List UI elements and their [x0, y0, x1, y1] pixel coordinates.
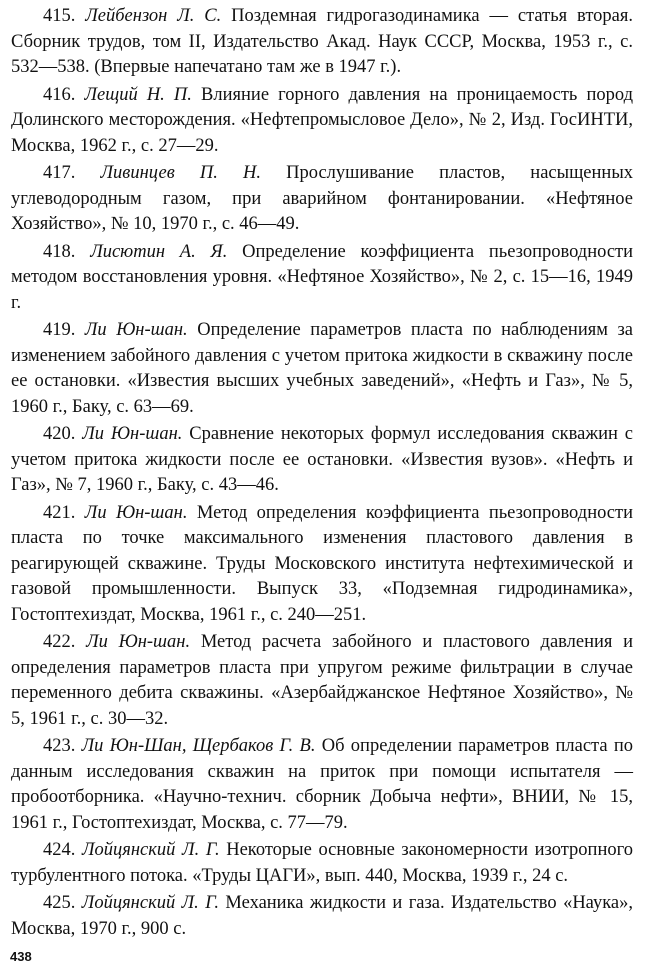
entry-number: 421. — [43, 502, 76, 523]
bibliography-entry-424 — [11, 838, 633, 889]
entry-author: Лисютин А. Я. — [90, 241, 228, 262]
entry-number: 416. — [43, 84, 76, 105]
entry-number: 425. — [43, 893, 76, 913]
entry-author: Ли Юн-шан. — [86, 632, 191, 652]
entry-number: 424. — [43, 840, 76, 860]
bibliography-entry-422 — [11, 630, 633, 732]
entry-text: Некоторые основные закономерности изотропного турбулентного потока. «Труды ЦАГИ», вып. 440, Москва, 1939 г., 24 с. — [11, 840, 633, 886]
entry-author: Ли Юн-шан. — [84, 502, 188, 523]
entry-author: Лойцянский Л. Г. — [82, 840, 220, 860]
entry-text: Определение коэффициента пьезопроводности методом восстановления уровня. «Нефтяное Хозяйство», № 2, с. 15—16, 1949 г. — [11, 241, 634, 313]
bibliography-entry-420 — [11, 422, 633, 499]
entry-author: Ли Юн-шан. — [84, 320, 188, 340]
bibliography-entry-417 — [11, 161, 633, 238]
entry-number: 415. — [43, 6, 76, 26]
bibliography-page — [11, 4, 633, 944]
entry-text: Влияние горного давления на проницаемость пород Долинского месторождения. «Нефтепромысловое Дело», № 2, Изд. ГосИНТИ, Москва, 1962 г., с. 27—29. — [11, 84, 633, 156]
bibliography-entry-415 — [11, 4, 633, 81]
entry-number: 422. — [43, 632, 76, 652]
entry-text: Механика жидкости и газа. Издательство «Наука», Москва, 1970 г., 900 с. — [11, 893, 634, 939]
bibliography-entry-425 — [11, 891, 633, 942]
page-number: 438 — [10, 949, 32, 964]
entry-text: Поздемная гидрогазодинамика — статья вторая. Сборник трудов, том II, Издательство Акад. Наук СССР, Москва, 1953 г., с. 532—538. (Впервые напечатано там же в 1947 г.). — [11, 6, 634, 77]
entry-text: Об определении параметров пласта по данным исследования скважин на приток при помощи испытателя — пробоотборника. «Научно-технич. сборник Добыча нефти», ВНИИ, № 15, 1961 г., Гостоптехиздат, Москва, с. 77—79. — [11, 736, 633, 833]
entry-author: Лещий Н. П. — [84, 84, 192, 105]
entry-author: Ливинцев П. Н. — [100, 163, 261, 183]
bibliography-entry-416 — [11, 83, 633, 160]
bibliography-entry-418 — [11, 240, 633, 317]
entry-text: Метод расчета забойного и пластового давления и определения параметров пласта при упругом режиме фильтрации в случае переменного дебита скважины. «Азербайджанское Нефтяное Хозяйство», № 5, 1961 г., с. 30—32. — [11, 632, 634, 729]
bibliography-entry-421 — [11, 501, 633, 629]
entry-author: Лейбензон Л. С. — [85, 6, 222, 26]
entry-number: 419. — [43, 320, 76, 340]
entry-text: Метод определения коэффициента пьезопроводности пласта по точке максимального изменения пластового давления в реагирующей скважине. Труды Московского института нефтехимической и газовой промышленности. Выпуск 33, «Подземная гидродинамика», Гостоптехиздат, Москва, 1961 г., с. 240—251. — [11, 502, 633, 625]
entry-number: 423. — [43, 736, 76, 756]
bibliography-entry-423 — [11, 734, 633, 836]
entry-number: 420. — [43, 424, 76, 444]
entry-author: Ли Юн-шан. — [82, 424, 183, 444]
entry-author: Лойцянский Л. Г. — [81, 893, 219, 913]
entry-text: Определение параметров пласта по наблюдениям за изменением забойного давления с учетом притока жидкости в скважину после ее остановки. «Известия высших учебных заведений», «Нефть и Газ», № 5, 1960 г., Баку, с. 63—69. — [11, 320, 633, 417]
entry-author: Ли Юн-Шан, Щербаков Г. В. — [81, 736, 316, 756]
entry-text: Сравнение некоторых формул исследования скважин с учетом притока жидкости после ее остановки. «Известия вузов». «Нефть и Газ», № 7, 1960 г., Баку, с. 43—46. — [11, 424, 634, 495]
bibliography-entry-419 — [11, 318, 633, 420]
entry-number: 417. — [43, 163, 76, 183]
entry-number: 418. — [43, 241, 76, 262]
entry-text: Прослушивание пластов, насыщенных углеводородным газом, при аварийном фонтанировании. «Нефтяное Хозяйство», № 10, 1970 г., с. 46—49. — [11, 163, 634, 234]
